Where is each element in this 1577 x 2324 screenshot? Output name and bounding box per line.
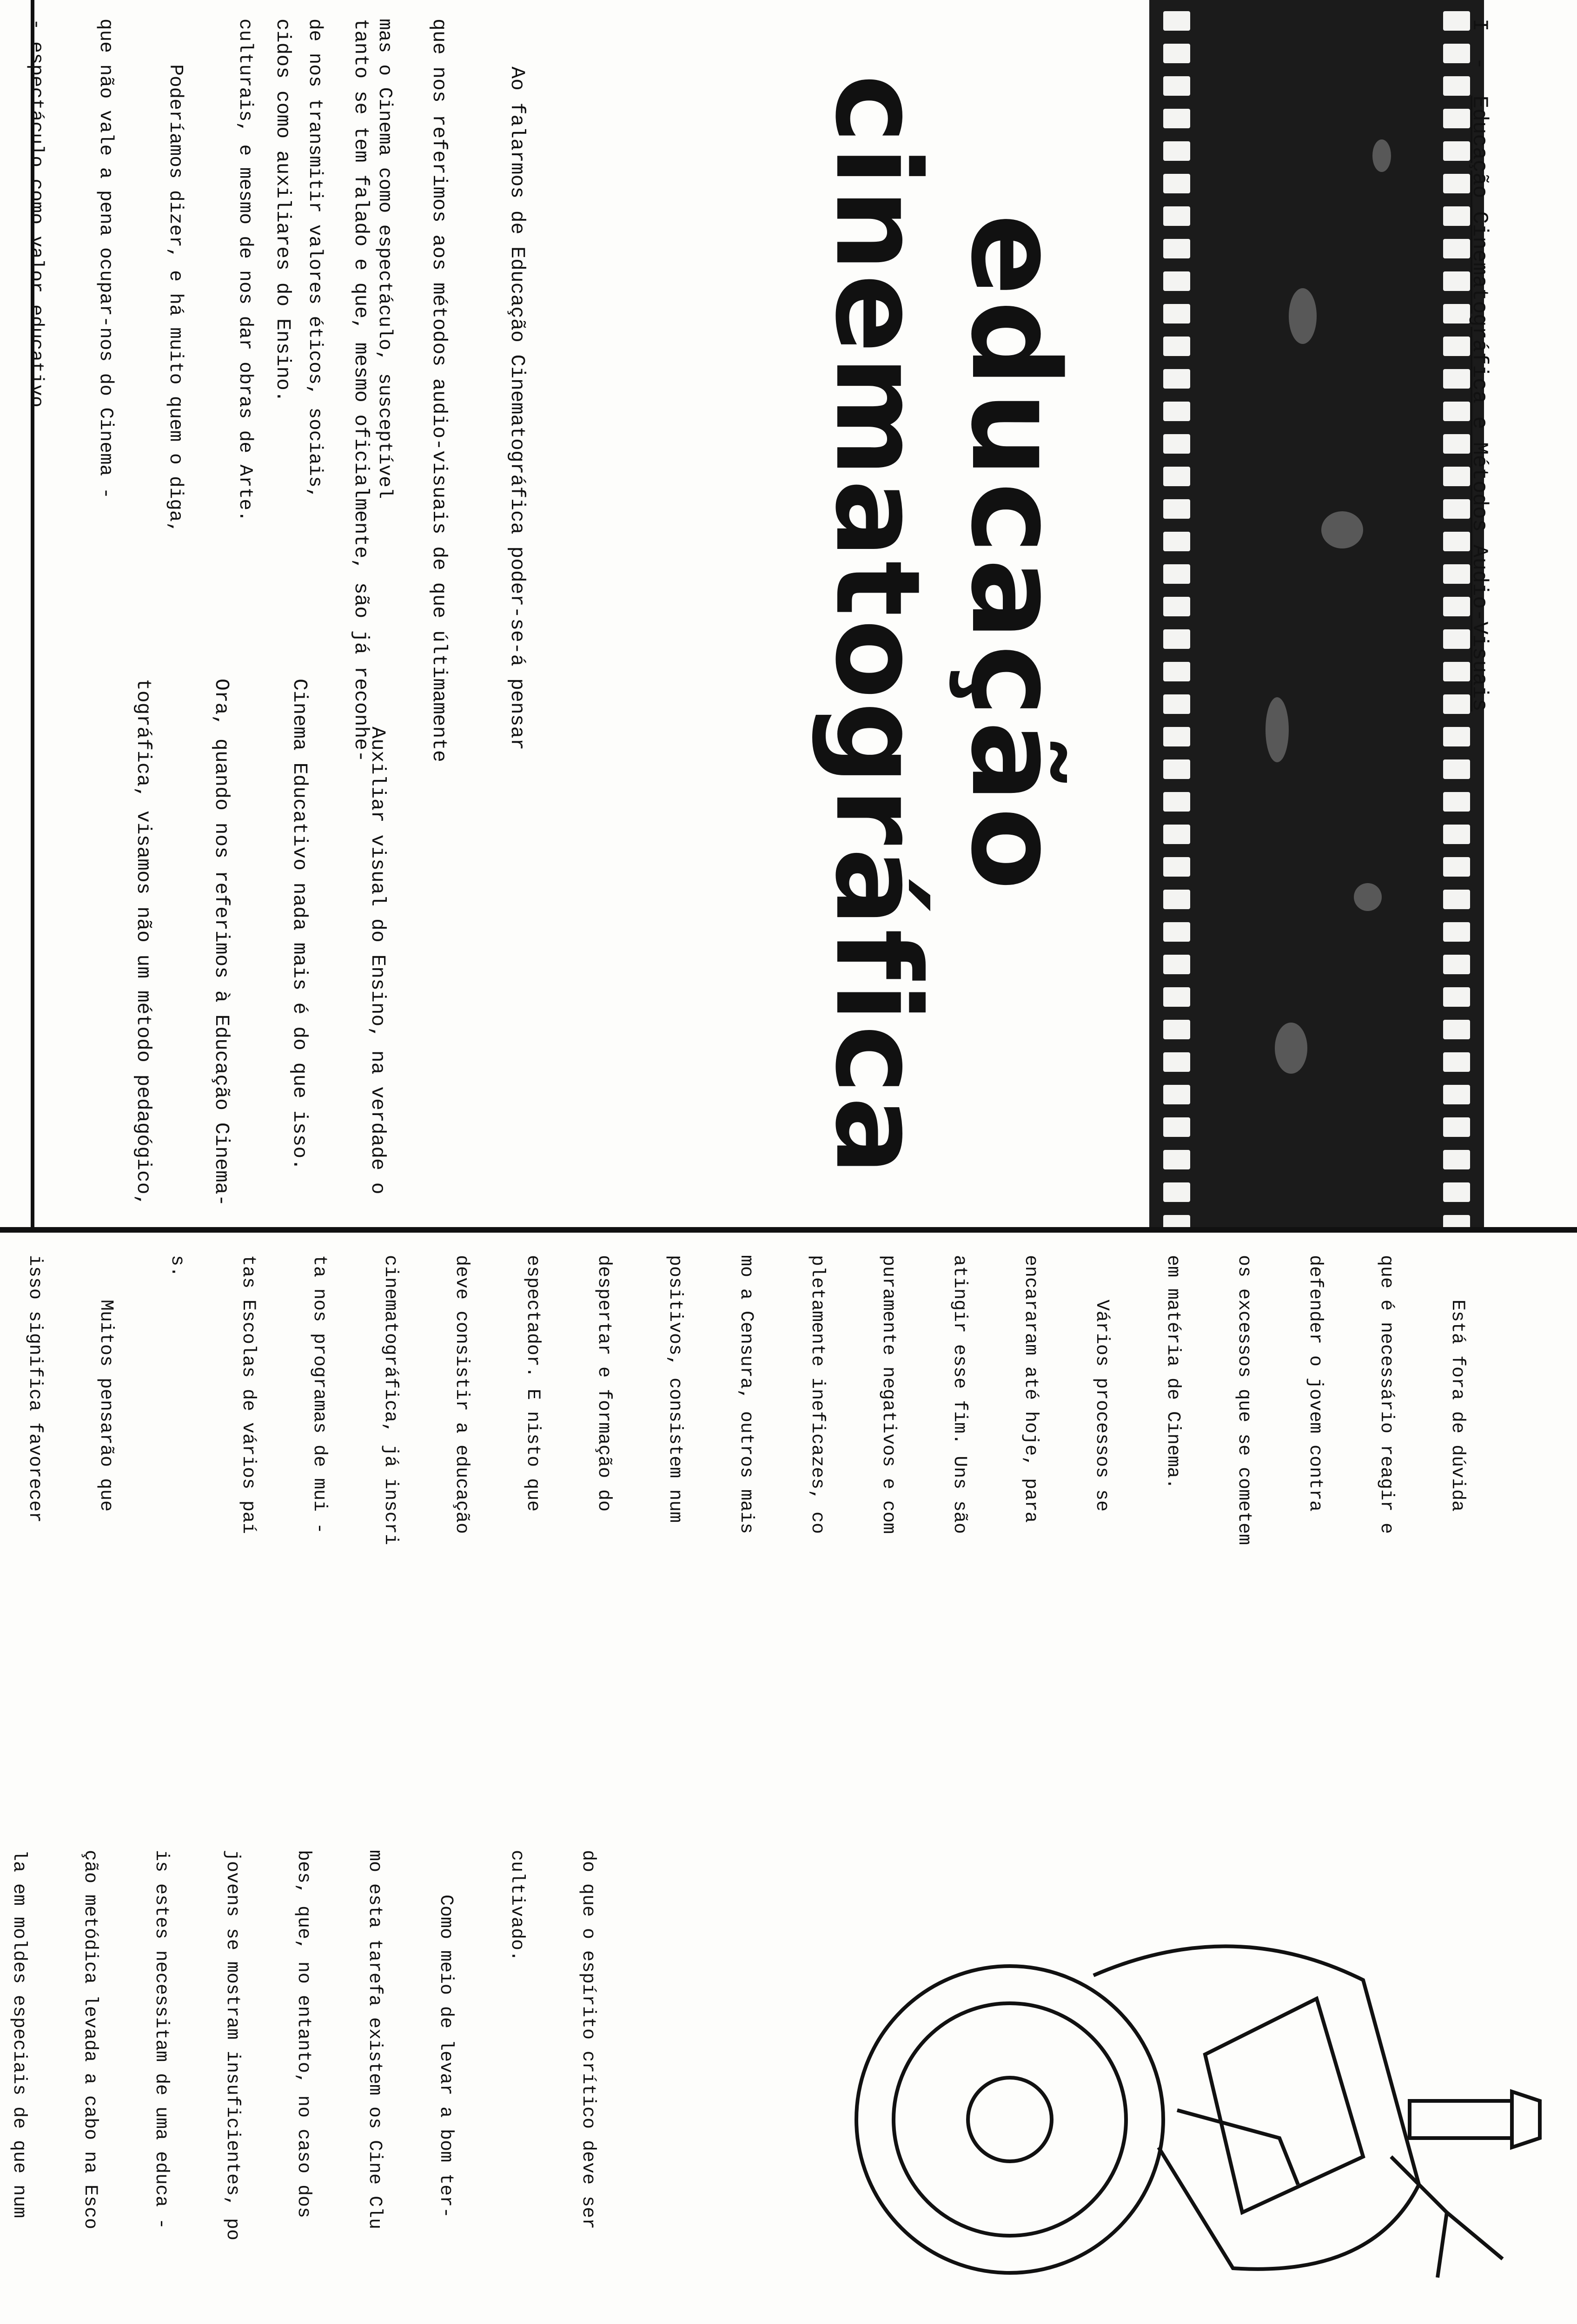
column-c bbox=[0, 1255, 1517, 1831]
column-a-line: tográfica, visamos não um método pedagógico, bbox=[132, 679, 155, 1207]
page-divider-line bbox=[0, 1227, 1577, 1233]
column-a-line: Ora, quando nos referimos à Educação Cinema- bbox=[210, 679, 233, 1207]
column-c-line: Muitos pensarão que bbox=[95, 1255, 116, 1512]
section-1-line: Ao falarmos de Educação Cinematográfica poder-se-á pensar bbox=[506, 19, 529, 751]
column-a-line: Cinema Educativo nada mais é do que isso. bbox=[288, 679, 311, 1170]
column-b-line: Poderíamos dizer, e há muito quem o diga, bbox=[165, 19, 186, 534]
title-line-2: cinematográfica bbox=[810, 74, 945, 1178]
column-c-line: deve consistir a educação bbox=[451, 1255, 472, 1534]
column-a-line: Auxiliar visual do Ensino, na verdade o bbox=[366, 679, 389, 1195]
projector-drawing bbox=[815, 1859, 1558, 2324]
column-c-line: despertar e formação do bbox=[593, 1255, 614, 1512]
column-c-line: positivos, consistem num bbox=[664, 1255, 685, 1523]
column-d-line: is estes necessitam de uma educa - bbox=[151, 1850, 172, 2230]
column-b-line: de nos transmitir valores éticos, sociais, bbox=[304, 19, 325, 499]
column-c-line: em matéria de Cinema. bbox=[1162, 1255, 1183, 1490]
column-d-line: do que o espírito crítico deve ser bbox=[577, 1850, 598, 2230]
column-c-line: isso significa favorecer bbox=[24, 1255, 45, 1523]
section-1-line: cidos como auxiliares do Ensino. bbox=[272, 19, 294, 403]
column-c-line: ta nos programas de mui - bbox=[309, 1255, 330, 1534]
article-title bbox=[591, 46, 1103, 1178]
column-c-line: que é necessário reagir e bbox=[1376, 1255, 1397, 1534]
column-d-line: ção metódica levada a cabo na Esco bbox=[80, 1850, 100, 2230]
column-d-line: mo esta tarefa existem os Cine Clu bbox=[364, 1850, 385, 2230]
column-c-line: cinematográfica, já inscri bbox=[380, 1255, 401, 1545]
column-c-line: s. bbox=[166, 1255, 187, 1278]
column-d-line: Como meio de levar a bom ter- bbox=[435, 1850, 456, 2218]
section-1 bbox=[1410, 19, 1549, 1208]
column-a bbox=[78, 679, 443, 1218]
column-b-line: culturais, e mesmo de nos dar obras de Arte. bbox=[234, 19, 256, 522]
section-1-line: que nos referimos aos métodos audio-visuais de que últimamente bbox=[428, 19, 451, 762]
column-c-line: mo a Censura, outros mais bbox=[735, 1255, 756, 1534]
title-line-1: educação bbox=[944, 214, 1085, 895]
column-b-line: mas o Cinema como espectáculo, susceptível bbox=[374, 19, 395, 499]
column-d-line: jovens se mostram insuficientes, po bbox=[222, 1850, 243, 2241]
column-b-line: - espectáculo como valor educativo. bbox=[25, 19, 46, 419]
section-1-line: tanto se tem falado e que, mesmo oficialmente, são já reconhe- bbox=[350, 19, 372, 762]
column-c-line: Vários processos se bbox=[1091, 1255, 1112, 1512]
column-c-line: os excessos que se cometem bbox=[1233, 1255, 1254, 1545]
column-c-line: atingir esse fim. Uns são bbox=[949, 1255, 970, 1534]
column-b-line: que não vale a pena ocupar-nos do Cinema - bbox=[95, 19, 116, 499]
column-c-line: defender o jovem contra bbox=[1305, 1255, 1325, 1512]
column-c-line: tas Escolas de vários paí bbox=[238, 1255, 258, 1534]
section-1-heading: I - Educação Cinematográfica e Métodos Audio-Visuais bbox=[1467, 19, 1491, 712]
column-c-line: puramente negativos e com bbox=[878, 1255, 899, 1534]
column-d bbox=[0, 1850, 647, 2324]
column-c-line: pletamente ineficazes, co bbox=[807, 1255, 828, 1534]
column-d-line: bes, que, no entanto, no caso dos bbox=[293, 1850, 314, 2218]
column-c-line: Está fora de dúvida bbox=[1447, 1255, 1468, 1512]
column-c-line: espectador. E nisto que bbox=[522, 1255, 543, 1512]
column-c-line: encararam até hoje, para bbox=[1020, 1255, 1041, 1523]
column-d-line: cultivado. bbox=[506, 1850, 527, 1962]
column-b bbox=[0, 19, 443, 660]
column-d-line: la em moldes especiais de que num bbox=[8, 1850, 29, 2218]
